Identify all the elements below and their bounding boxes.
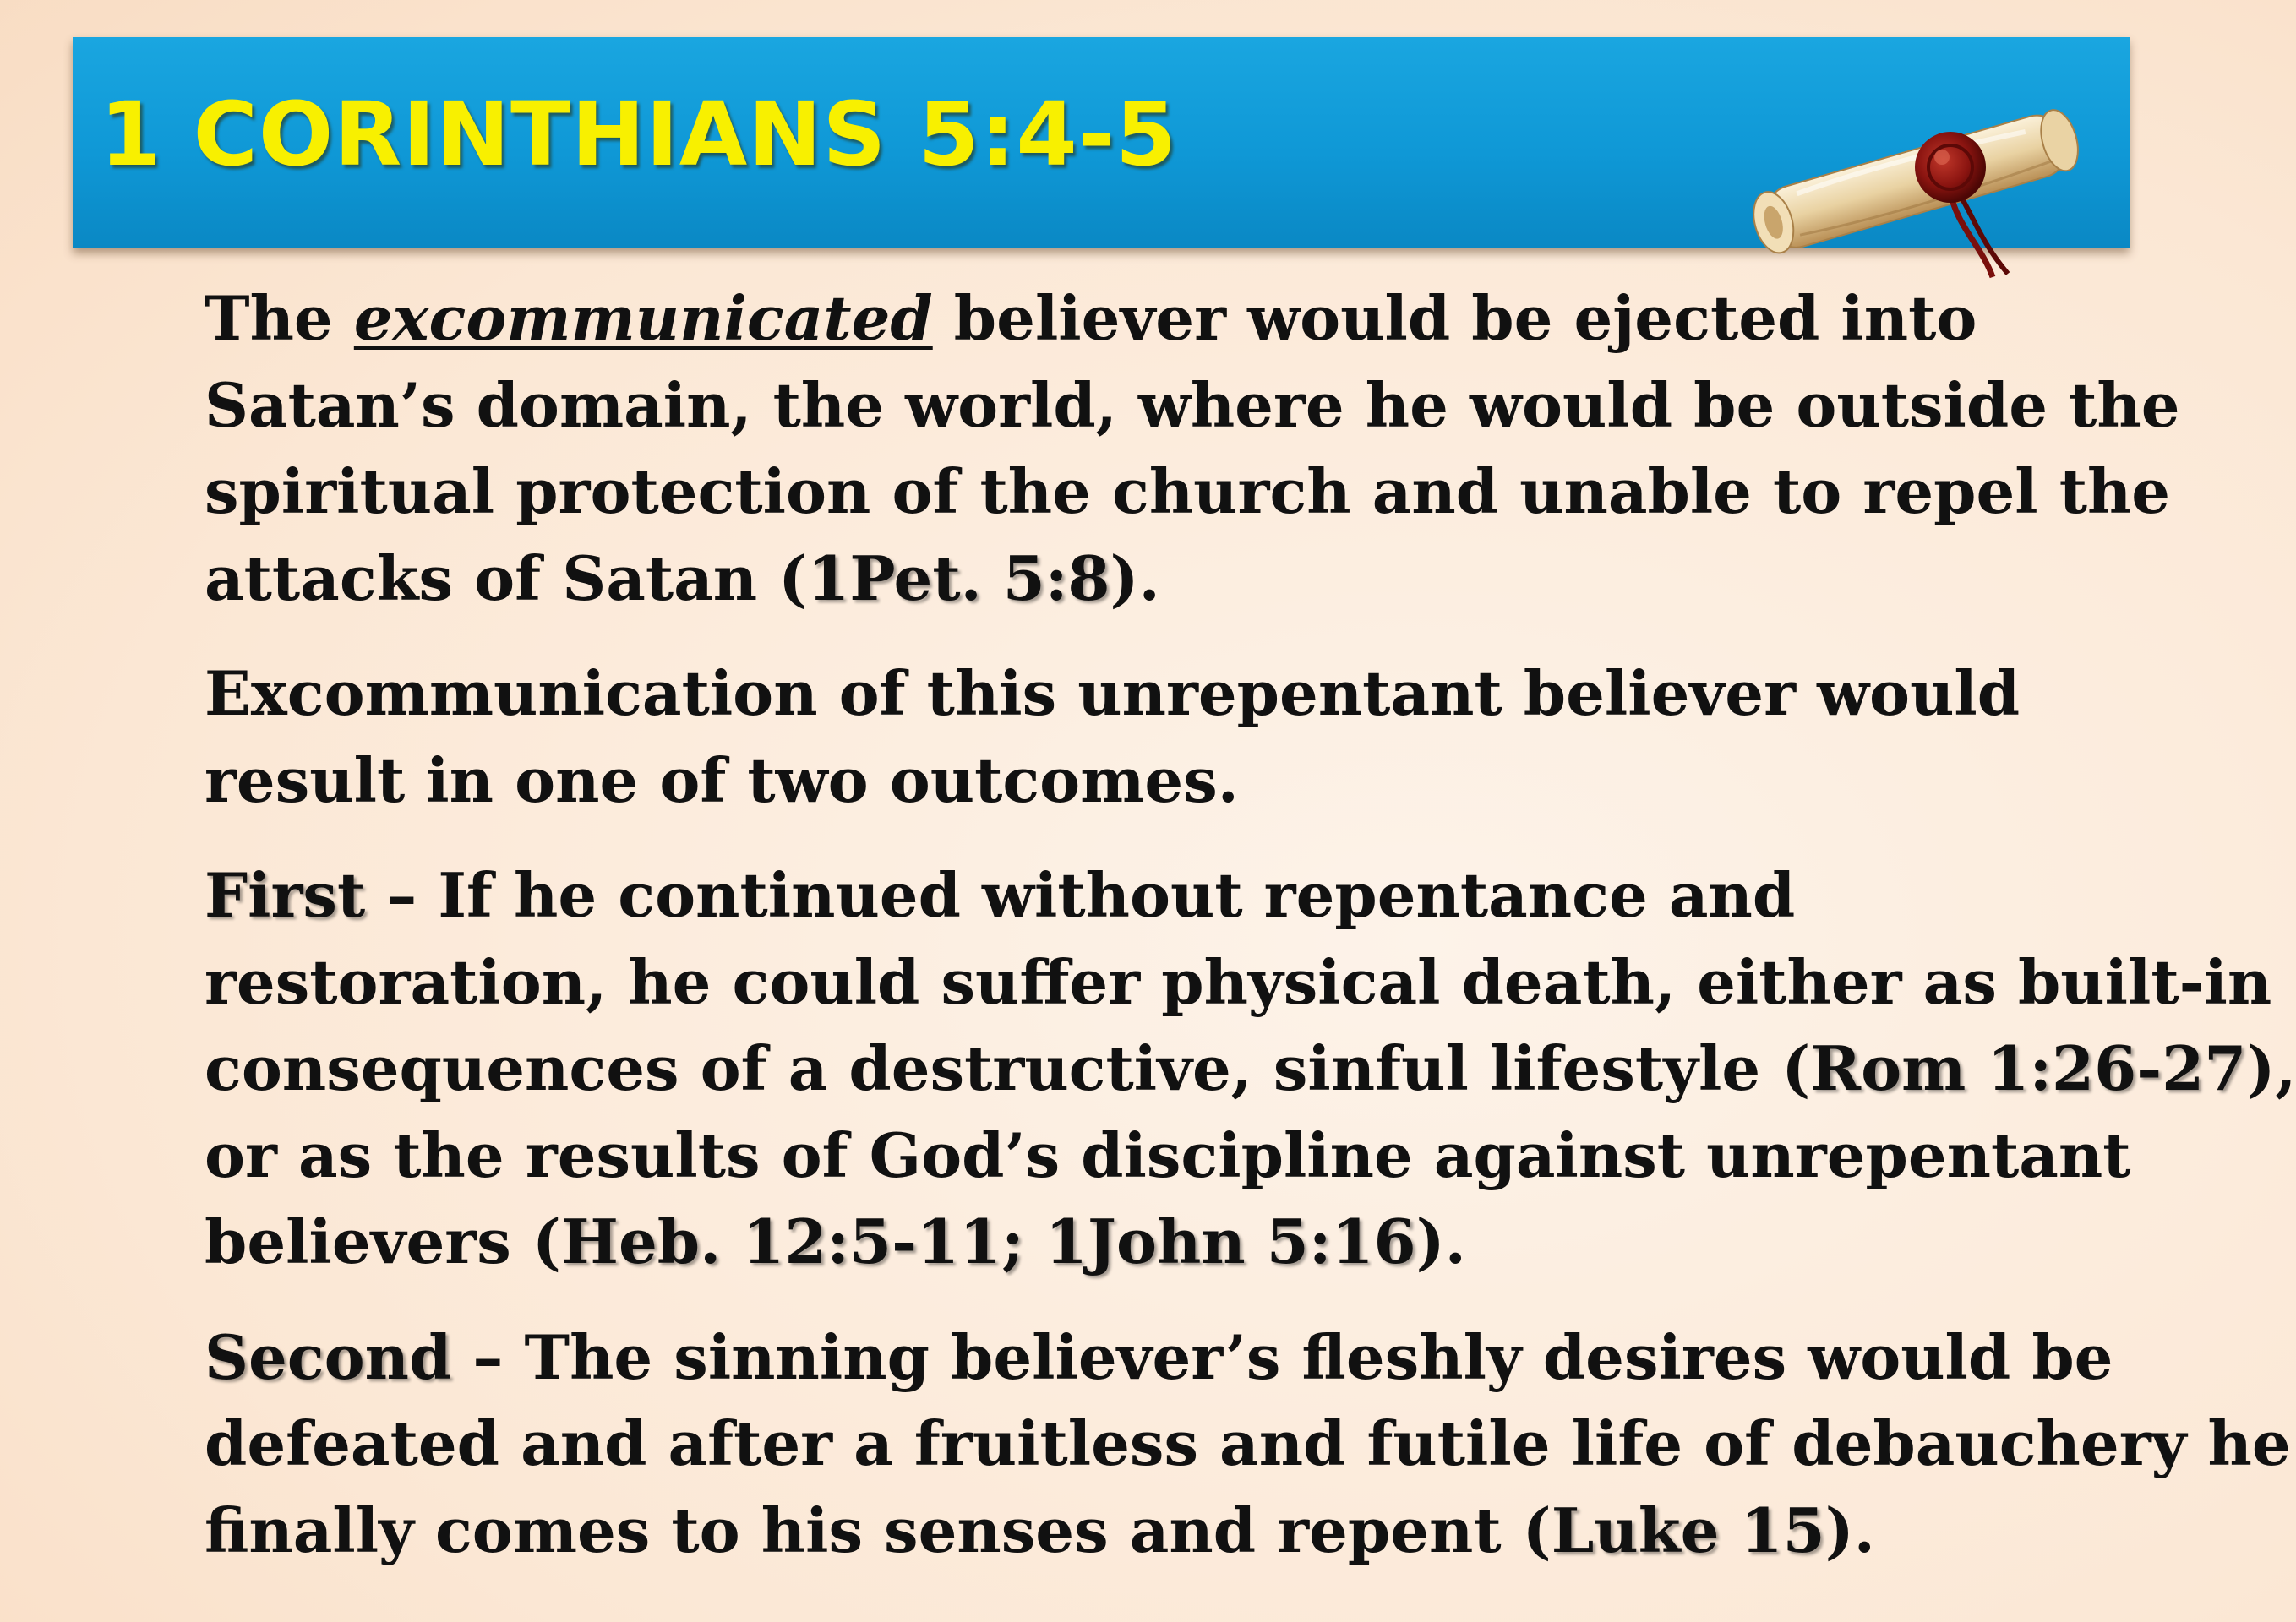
scripture-reference: 1Pet. 5:8 bbox=[807, 542, 1110, 614]
emphasis-excommunicated: excommunicated bbox=[353, 282, 933, 354]
title-bar bbox=[73, 37, 2130, 248]
scroll-with-wax-seal-icon bbox=[1729, 66, 2101, 286]
text: ). bbox=[1110, 542, 1160, 614]
scripture-reference: Rom 1:26-27 bbox=[1810, 1032, 2247, 1104]
paragraph-outcomes bbox=[96, 650, 2108, 824]
text: The bbox=[205, 282, 354, 354]
text: – The sinning believer’s fleshly desires would be bbox=[451, 1320, 2113, 1393]
text: believers ( bbox=[205, 1206, 561, 1277]
line: or as the results of God’s discipline against unrepentant bbox=[205, 1119, 2131, 1191]
text: finally comes to his senses and repent ( bbox=[205, 1494, 1552, 1566]
line bbox=[96, 1314, 2113, 1402]
text: ). bbox=[1415, 1206, 1466, 1277]
line: spiritual protection of the church and unable to repel the bbox=[205, 455, 2171, 527]
line bbox=[96, 852, 2108, 939]
paragraph-excommunicated bbox=[96, 275, 2180, 622]
text: consequences of a destructive, sinful lifestyle ( bbox=[205, 1032, 1811, 1104]
text: ). bbox=[1824, 1494, 1875, 1566]
slide-body bbox=[96, 275, 2296, 1603]
line bbox=[96, 275, 2108, 362]
line bbox=[96, 1026, 2296, 1113]
text: believer would be ejected into bbox=[932, 282, 1977, 354]
line: restoration, he could suffer physical death, either as built-in bbox=[205, 945, 2272, 1018]
slide-title: 1 CORINTHIANS 5:4-5 bbox=[100, 83, 1178, 186]
text: attacks of Satan ( bbox=[205, 542, 808, 614]
text: ), bbox=[2246, 1032, 2296, 1104]
paragraph-first bbox=[96, 852, 2296, 1286]
line: result in one of two outcomes. bbox=[205, 743, 1239, 816]
line bbox=[96, 536, 2108, 623]
line: defeated and after a fruitless and futile life of debauchery he bbox=[205, 1407, 2291, 1479]
lead-word-second: Second bbox=[205, 1320, 452, 1393]
paragraph-second bbox=[96, 1314, 2291, 1575]
line: Excommunication of this unrepentant believer would bbox=[205, 657, 2021, 729]
scripture-reference: Luke 15 bbox=[1551, 1494, 1825, 1566]
line bbox=[96, 1199, 2108, 1286]
line: Satan’s domain, the world, where he would be outside the bbox=[205, 368, 2180, 441]
line bbox=[96, 1488, 2108, 1575]
text: – If he continued without repentance and bbox=[365, 859, 1796, 931]
scripture-reference: Heb. 12:5-11; 1John 5:16 bbox=[560, 1206, 1416, 1277]
lead-word-first: First bbox=[205, 859, 366, 931]
